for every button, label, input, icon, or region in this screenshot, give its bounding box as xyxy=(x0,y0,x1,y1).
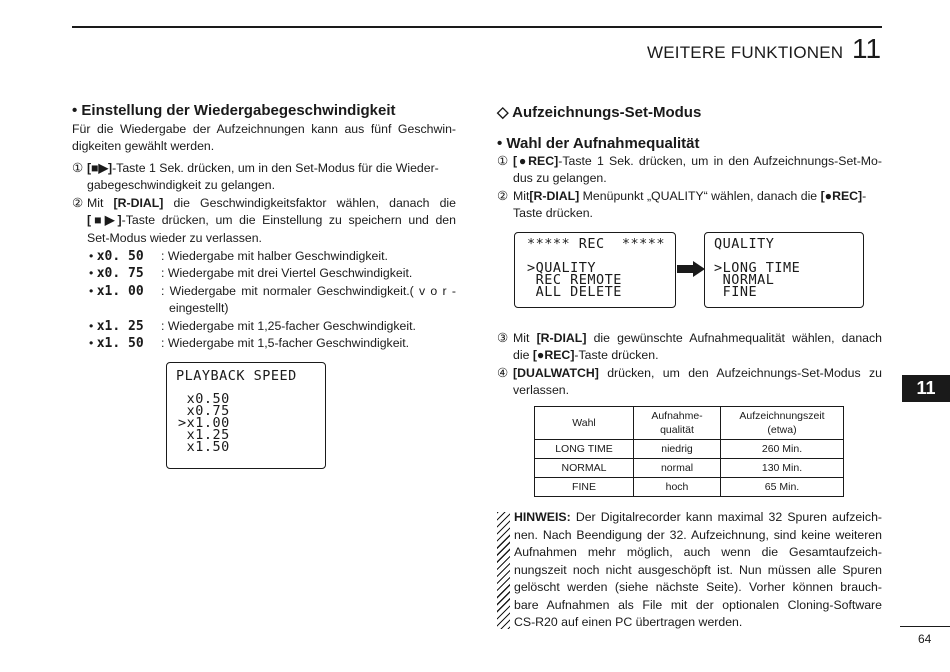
r-dial-key: [R-DIAL] xyxy=(536,331,587,345)
table-cell: niedrig xyxy=(634,440,721,459)
note-hatch-marker xyxy=(497,512,510,629)
table-row xyxy=(535,459,844,478)
step-1-line-1: [●REC]-Taste 1 Sek. drücken, um in den Aufzeichnungs-Set-Mo- xyxy=(513,154,882,168)
lcd-line: NORMAL xyxy=(714,272,775,288)
step-4-line-2: verlassen. xyxy=(513,383,570,397)
arrow-right-icon xyxy=(677,261,705,277)
table-row xyxy=(535,440,844,459)
speed-desc: : Wiedergabe mit 1,25-facher Geschwindigkeit. xyxy=(161,319,416,333)
note-line: nungszeit noch nicht ausgeschöpft ist. Nun müssen alle Spuren xyxy=(514,563,882,577)
step-1-line-1: [■▶]-Taste 1 Sek. drücken, um in den Set-Modus für die Wieder- xyxy=(87,161,439,175)
table-header: Wahl xyxy=(535,407,634,440)
r-dial-key: [R-DIAL] xyxy=(529,189,580,203)
rec-key: [●REC] xyxy=(820,189,863,203)
lcd-line: >QUALITY xyxy=(527,260,597,276)
speed-item: • x1. 25 xyxy=(89,319,144,334)
lcd-line: >LONG TIME xyxy=(714,260,801,276)
table-cell: 65 Min. xyxy=(721,478,844,497)
step-4-line-1: [DUALWATCH] drücken, um den Aufzeichnungs-Set-Modus zu xyxy=(513,366,882,380)
step-3-line-1: Mit [R-DIAL] die gewünschte Aufnahmequalität wählen, danach xyxy=(513,331,882,345)
chapter-title: WEITERE FUNKTIONEN xyxy=(647,43,844,62)
chapter-number: 11 xyxy=(852,33,882,64)
note-label: HINWEIS: xyxy=(514,510,571,524)
step-2-line-3: Set-Modus wieder zu verlassen. xyxy=(87,231,262,245)
table-header: Aufzeichnungszeit (etwa) xyxy=(721,407,844,440)
record-set-mode-heading: ◇ Aufzeichnungs-Set-Modus xyxy=(497,104,702,121)
r-dial-key: [R-DIAL] xyxy=(113,196,164,210)
table-cell: hoch xyxy=(634,478,721,497)
step-2-line-1: Mit[R-DIAL] Menüpunkt „QUALITY“ wählen, danach die [●REC]- xyxy=(513,189,867,203)
note-line: bare Aufnahmen als File mit der optionalen Cloning-Software xyxy=(514,598,882,612)
step-3-number: ③ xyxy=(497,331,509,345)
step-2-number: ② xyxy=(497,189,509,203)
lcd-line: FINE xyxy=(714,284,758,300)
lcd-title: QUALITY xyxy=(714,236,775,252)
speed-desc: : Wiedergabe mit 1,5-facher Geschwindigkeit. xyxy=(161,336,410,350)
table-cell: normal xyxy=(634,459,721,478)
speed-desc: : Wiedergabe mit halber Geschwindigkeit. xyxy=(161,249,388,263)
table-cell: 260 Min. xyxy=(721,440,844,459)
table-cell: FINE xyxy=(535,478,634,497)
step-1-line-2: dus zu gelangen. xyxy=(513,171,607,185)
speed-item: • x1. 00 xyxy=(89,284,144,299)
lcd-line: REC REMOTE xyxy=(527,272,622,288)
quality-heading: • Wahl der Aufnahmequalität xyxy=(497,135,700,152)
lcd-line: x1.50 xyxy=(178,439,230,455)
step-1-number: ① xyxy=(72,161,84,175)
page-number-rule xyxy=(900,626,950,627)
chapter-tab: 11 xyxy=(902,375,950,402)
intro-line-1: Für die Wiedergabe der Aufzeichnungen kann aus fünf Geschwin- xyxy=(72,122,456,136)
lcd-line: x0.50 xyxy=(178,391,230,407)
rec-key: [●REC] xyxy=(532,348,575,362)
step-2-number: ② xyxy=(72,196,84,210)
note-line: Aufnahmen mehr möglich, auch wenn die Gesamtaufzeich- xyxy=(514,545,882,559)
play-stop-key: [■▶] xyxy=(87,161,113,175)
table-header-row xyxy=(535,407,844,440)
step-4-number: ④ xyxy=(497,366,509,380)
step-1-number: ① xyxy=(497,154,509,168)
playback-speed-lcd xyxy=(166,362,326,469)
rec-menu-lcd xyxy=(514,232,676,308)
speed-desc: : Wiedergabe mit drei Viertel Geschwindigkeit. xyxy=(161,266,413,280)
table-cell: NORMAL xyxy=(535,459,634,478)
page-number: 64 xyxy=(918,632,932,646)
lcd-line: x1.25 xyxy=(178,427,230,443)
lcd-line: x0.75 xyxy=(178,403,230,419)
dualwatch-key: [DUALWATCH] xyxy=(513,366,599,380)
lcd-line: ALL DELETE xyxy=(527,284,622,300)
lcd-title: PLAYBACK SPEED xyxy=(176,368,297,384)
table-header: Aufnahme- qualität xyxy=(634,407,721,440)
table-row xyxy=(535,478,844,497)
quality-lcd xyxy=(704,232,864,308)
rec-key: [●REC] xyxy=(513,154,559,168)
table-cell: LONG TIME xyxy=(535,440,634,459)
step-1-line-2: gabegeschwindigkeit zu gelangen. xyxy=(87,178,276,192)
step-3-line-2: die [●REC]-Taste drücken. xyxy=(513,348,659,362)
lcd-line: >x1.00 xyxy=(178,415,230,431)
play-stop-key: [■▶] xyxy=(87,213,122,227)
header-rule xyxy=(72,26,882,28)
step-2-line-1: Mit [R-DIAL] die Geschwindigkeitsfaktor wählen, danach die xyxy=(87,196,457,210)
speed-item: • x1. 50 xyxy=(89,336,144,351)
note-line-1: HINWEIS: Der Digitalrecorder kann maximal 32 Spuren aufzeich- xyxy=(514,510,882,524)
note-line: CS-R20 auf einen PC übertragen werden. xyxy=(514,615,743,629)
intro-line-2: digkeiten gewählt werden. xyxy=(72,139,215,153)
table-cell: 130 Min. xyxy=(721,459,844,478)
playback-speed-heading: • Einstellung der Wiedergabegeschwindigkeit xyxy=(72,102,396,119)
step-2-line-2: [■▶]-Taste drücken, um die Einstellung zu speichern und den xyxy=(87,213,456,227)
step-2-line-2: Taste drücken. xyxy=(513,206,593,220)
note-line: nen. Nach Beendigung der 32. Aufzeichnung, sind keine weiteren xyxy=(514,528,882,542)
quality-table xyxy=(534,406,844,497)
speed-desc-cont: eingestellt) xyxy=(169,301,229,315)
speed-item: • x0. 75 xyxy=(89,266,144,281)
speed-desc: : Wiedergabe mit normaler Geschwindigkeit.( v o r - xyxy=(161,284,456,298)
lcd-title: ***** REC ***** xyxy=(527,236,666,252)
note-line: gelöscht werden (siehe nächste Seite). Vorher können brauch- xyxy=(514,580,882,594)
speed-item: • x0. 50 xyxy=(89,249,144,264)
